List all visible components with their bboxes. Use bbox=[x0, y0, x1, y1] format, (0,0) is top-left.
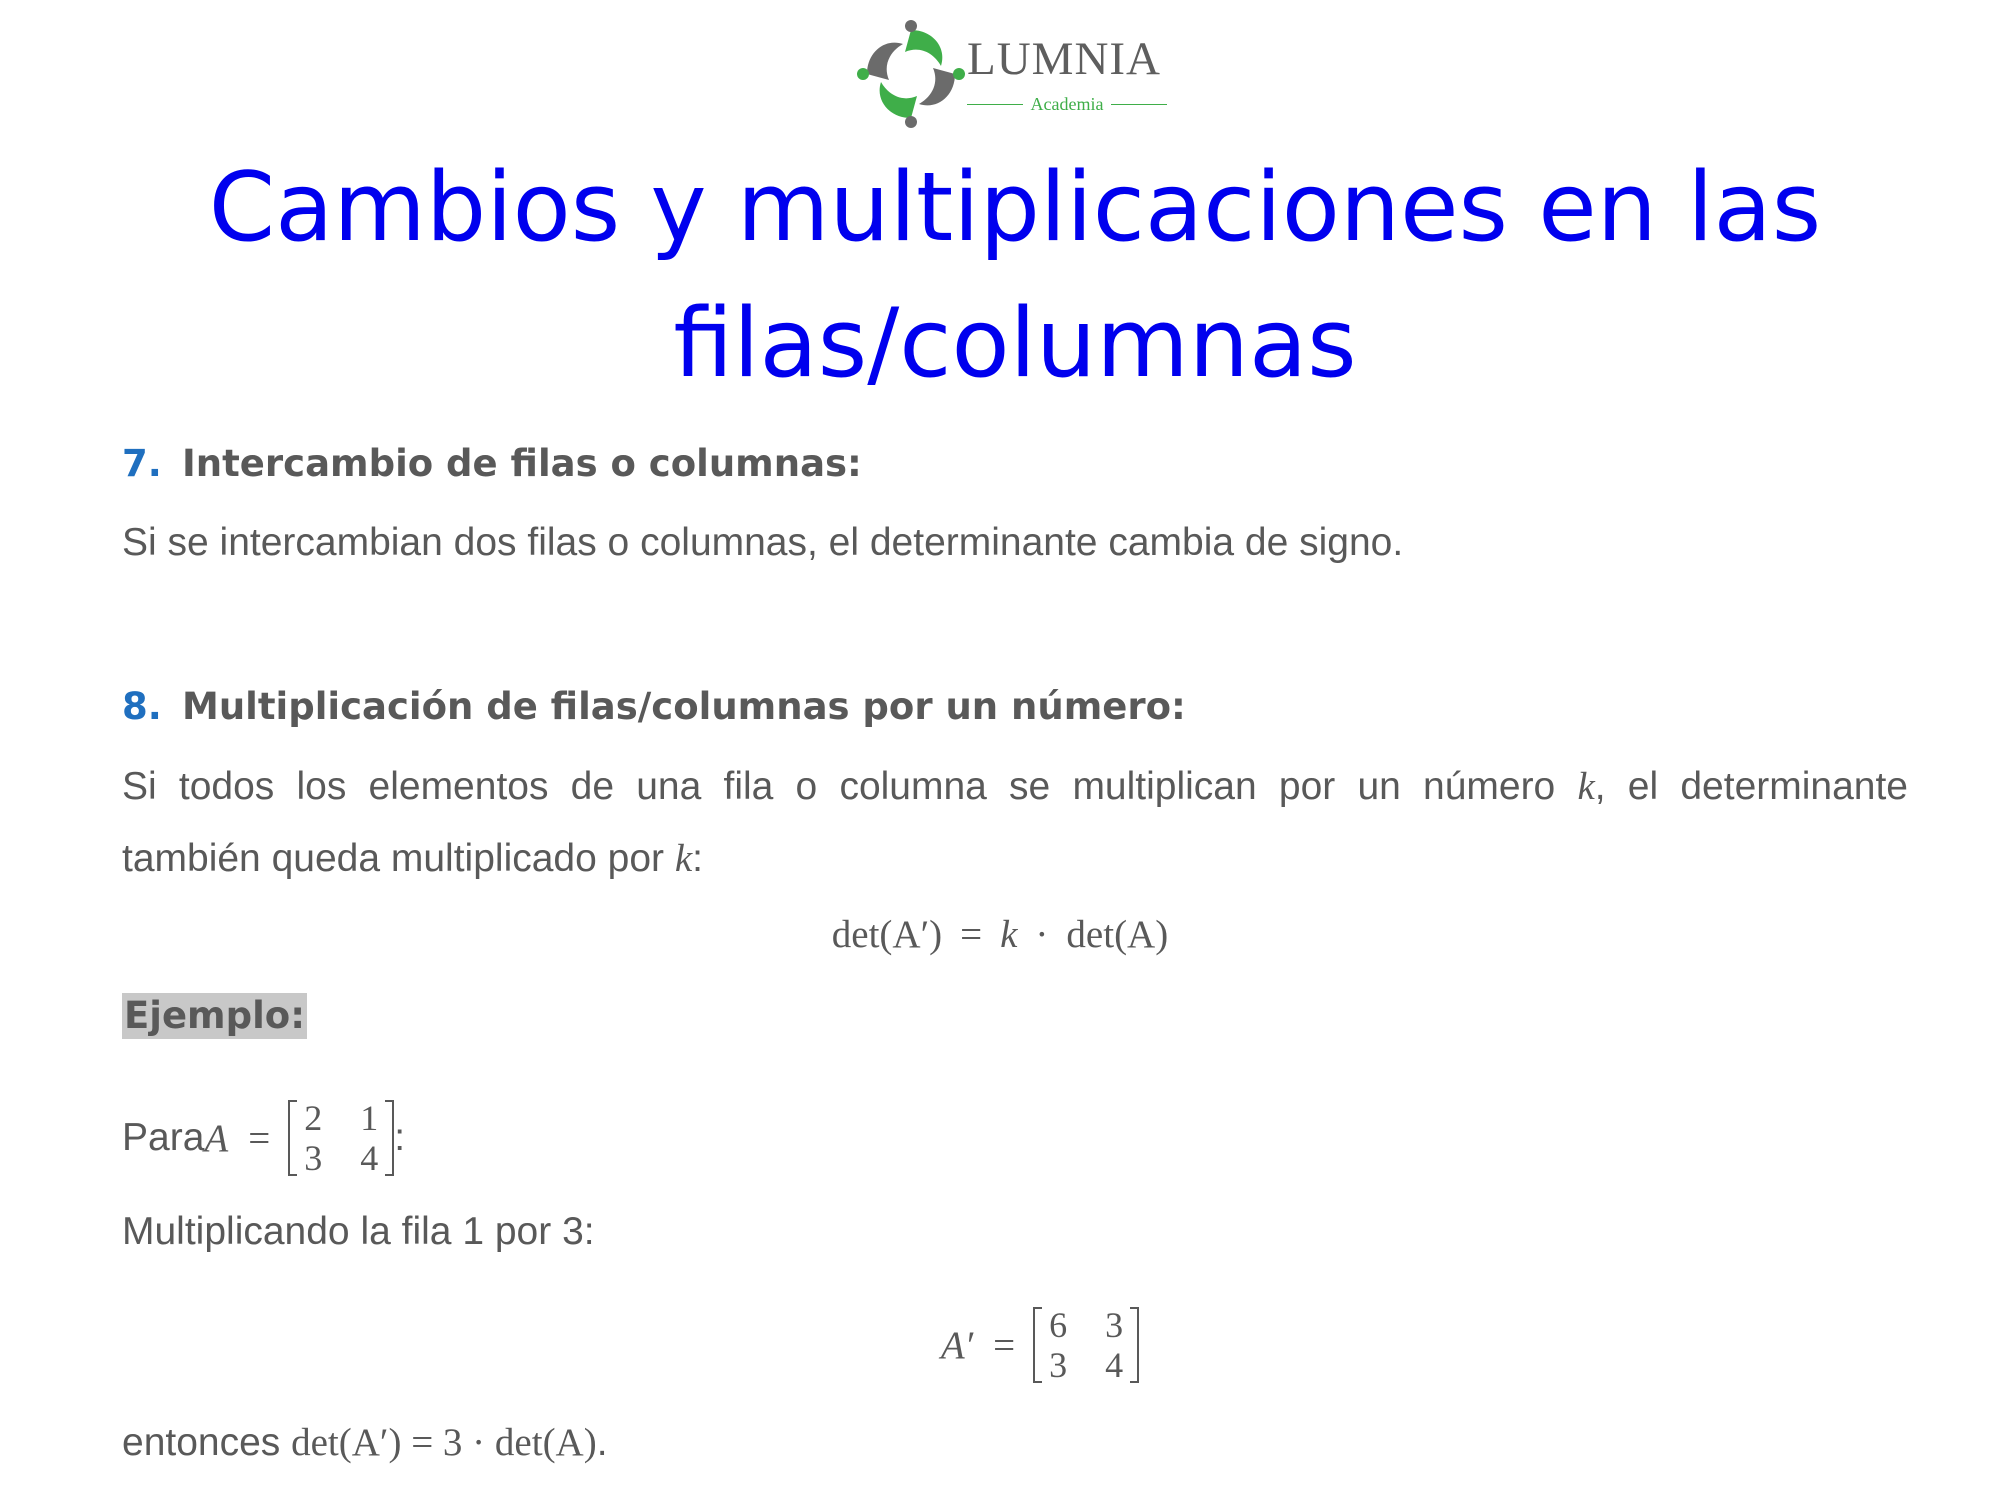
section-8-line-2-text: también queda multiplicado por bbox=[122, 837, 675, 880]
matrix-a-cell: 3 bbox=[304, 1138, 323, 1178]
section-8-line-2 bbox=[122, 823, 1908, 895]
determinant-scaling-formula bbox=[0, 912, 2000, 957]
matrix-a-prime-equation bbox=[0, 1305, 2000, 1385]
section-8-line-1-tail: , el determinante bbox=[1594, 765, 1908, 808]
formula-rhs: det(A) bbox=[1066, 913, 1169, 956]
logo-rule-right bbox=[1111, 104, 1167, 105]
section-7-number: 7. bbox=[122, 442, 162, 485]
page-title bbox=[100, 140, 1930, 412]
section-8-paragraph bbox=[122, 751, 1908, 895]
lumnia-logo bbox=[855, 18, 1175, 130]
section-8-line-2-tail: : bbox=[692, 837, 703, 880]
formula-k: k bbox=[1000, 913, 1018, 956]
variable-k: k bbox=[1577, 765, 1595, 808]
matrix-a-prime bbox=[1033, 1305, 1139, 1385]
conclusion-suffix: . bbox=[596, 1421, 608, 1464]
logo-subtitle bbox=[967, 94, 1167, 115]
example-step-text: Multiplicando la fila 1 por 3: bbox=[122, 1210, 595, 1253]
matrix-a-prime-cell: 6 bbox=[1049, 1305, 1068, 1345]
section-8-line-1-text: Si todos los elementos de una fila o columna se multiplican por un número bbox=[122, 765, 1578, 808]
example-para-prefix: Para bbox=[122, 1116, 205, 1159]
matrix-a bbox=[288, 1098, 394, 1178]
example-conclusion bbox=[122, 1420, 608, 1465]
matrix-a-prime-cell: 3 bbox=[1105, 1305, 1124, 1345]
section-8-heading-text: Multiplicación de filas/columnas por un número: bbox=[182, 685, 1186, 728]
logo-subtitle-text: Academia bbox=[1030, 94, 1104, 114]
example-para-suffix: : bbox=[394, 1116, 406, 1159]
lumnia-emblem-icon bbox=[855, 18, 967, 130]
formula-lhs: det(A′) bbox=[831, 913, 943, 956]
matrix-a-cell: 2 bbox=[304, 1098, 323, 1138]
section-8-line-1 bbox=[122, 751, 1908, 823]
formula-equals: = bbox=[960, 913, 983, 956]
example-label: Ejemplo: bbox=[124, 994, 305, 1037]
example-var-a: A bbox=[204, 1116, 229, 1160]
var-a-prime: A′ bbox=[940, 1323, 974, 1367]
section-7-heading-text: Intercambio de filas o columnas: bbox=[182, 442, 862, 485]
formula-dot: · bbox=[1035, 913, 1049, 956]
logo-name: LUMNIA bbox=[967, 33, 1161, 85]
section-8-number: 8. bbox=[122, 685, 162, 728]
conclusion-prefix: entonces bbox=[122, 1421, 292, 1464]
conclusion-formula: det(A′) = 3 · det(A) bbox=[291, 1421, 597, 1464]
section-7-heading bbox=[122, 442, 862, 485]
section-7-text: Si se intercambian dos filas o columnas, el determinante cambia de signo. bbox=[122, 521, 1404, 564]
a-prime-equals: = bbox=[993, 1323, 1016, 1367]
matrix-a-cell: 4 bbox=[360, 1138, 379, 1178]
example-equals: = bbox=[248, 1116, 271, 1160]
page-title-line-2: filas/columnas bbox=[673, 289, 1357, 399]
example-matrix-a-line bbox=[122, 1098, 405, 1178]
matrix-a-prime-cell: 4 bbox=[1105, 1345, 1124, 1385]
page-title-line-1: Cambios y multiplicaciones en las bbox=[208, 153, 1822, 263]
logo-rule-left bbox=[967, 104, 1023, 105]
matrix-a-prime-cell: 3 bbox=[1049, 1345, 1068, 1385]
matrix-a-cell: 1 bbox=[360, 1098, 379, 1138]
section-8-heading bbox=[122, 685, 1186, 728]
variable-k-2: k bbox=[674, 837, 693, 880]
